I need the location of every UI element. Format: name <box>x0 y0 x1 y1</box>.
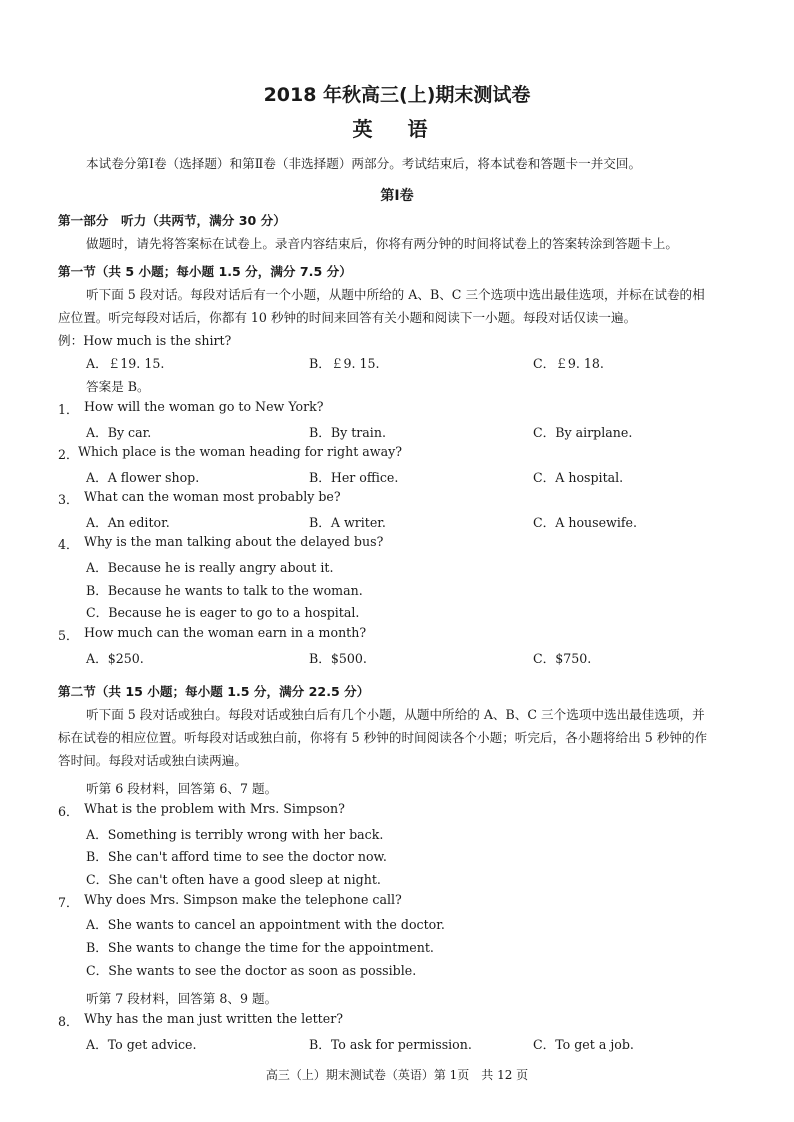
option-c: C．She wants to see the doctor as soon as possible. <box>86 963 417 978</box>
question-number: 7． <box>58 895 79 910</box>
option-a: A．She wants to cancel an appointment with the doctor. <box>86 917 445 932</box>
question-number: 8． <box>58 1014 79 1029</box>
section1-instruction-line2: 应位置。听完每段对话后，你都有 10 秒钟的时间来回答有关小题和阅读下一小题。每段对话仅读一遍。 <box>58 310 637 325</box>
part1-heading: 第一部分 听力（共两节，满分 30 分） <box>58 213 286 228</box>
material-6-note: 听第 6 段材料，回答第 6、7 题。 <box>86 781 278 796</box>
material-7-note: 听第 7 段材料，回答第 8、9 题。 <box>86 991 278 1006</box>
option-b: B．She wants to change the time for the appointment. <box>86 940 434 955</box>
option-a: A．An editor. <box>86 515 170 530</box>
exam-title: 2018 年秋高三(上)期末测试卷 <box>263 84 531 106</box>
example-option-c: C．￡9. 18. <box>533 356 604 371</box>
option-c: C．$750. <box>533 651 592 666</box>
option-b: B．Because he wants to talk to the woman. <box>86 583 363 598</box>
option-a: A．By car. <box>86 425 152 440</box>
option-b: B．She can't afford time to see the doctor now. <box>86 849 387 864</box>
question-number: 1． <box>58 402 79 417</box>
option-a: A．$250. <box>86 651 144 666</box>
intro-text: 本试卷分第Ⅰ卷（选择题）和第Ⅱ卷（非选择题）两部分。考试结束后，将本试卷和答题卡一并交回。 <box>86 156 642 171</box>
example-option-b: B．￡9. 15. <box>309 356 380 371</box>
option-a: A．A flower shop. <box>86 470 200 485</box>
option-c: C．She can't often have a good sleep at night. <box>86 872 381 887</box>
option-c: C．To get a job. <box>533 1037 634 1052</box>
question-number: 5． <box>58 628 79 643</box>
option-a: A．Because he is really angry about it. <box>86 560 334 575</box>
section1-heading: 第一节（共 5 小题；每小题 1.5 分，满分 7.5 分） <box>58 264 352 279</box>
example-question: 例：How much is the shirt? <box>58 333 232 348</box>
question-text: How will the woman go to New York? <box>84 399 324 414</box>
question-text: What is the problem with Mrs. Simpson? <box>84 801 345 816</box>
question-text: Why has the man just written the letter? <box>84 1011 343 1026</box>
option-c: C．By airplane. <box>533 425 633 440</box>
question-number: 3． <box>58 492 79 507</box>
option-b: B．Her office. <box>309 470 399 485</box>
question-text: Why does Mrs. Simpson make the telephone call? <box>84 892 402 907</box>
question-number: 6． <box>58 804 79 819</box>
volume-heading: 第Ⅰ卷 <box>380 188 414 204</box>
section2-heading: 第二节（共 15 小题；每小题 1.5 分，满分 22.5 分） <box>58 684 370 699</box>
option-a: A．Something is terribly wrong with her back. <box>86 827 384 842</box>
option-b: B．$500. <box>309 651 367 666</box>
question-number: 2． <box>58 447 79 462</box>
question-text: What can the woman most probably be? <box>84 489 341 504</box>
option-c: C．A hospital. <box>533 470 624 485</box>
example-answer: 答案是 B。 <box>86 379 150 394</box>
section2-instruction-line3: 答时间。每段对话或独白读两遍。 <box>58 753 247 768</box>
question-text: Which place is the woman heading for right away? <box>78 444 402 459</box>
section2-instruction-line1: 听下面 5 段对话或独白。每段对话或独白后有几个小题，从题中所给的 A、B、C 三个选项中选出最佳选项，并 <box>86 707 705 722</box>
option-c: C．Because he is eager to go to a hospital. <box>86 605 360 620</box>
option-b: B．To ask for permission. <box>309 1037 472 1052</box>
page-footer: 高三（上）期末测试卷（英语）第 1页 共 12 页 <box>265 1068 529 1082</box>
question-number: 4． <box>58 537 79 552</box>
question-text: How much can the woman earn in a month? <box>84 625 367 640</box>
option-c: C．A housewife. <box>533 515 637 530</box>
question-text: Why is the man talking about the delayed bus? <box>84 534 384 549</box>
subject-title: 英 语 <box>352 117 442 141</box>
option-a: A．To get advice. <box>86 1037 197 1052</box>
section2-instruction-line2: 标在试卷的相应位置。听每段对话或独白前，你将有 5 秒钟的时间阅读各个小题；听完后，各小题将给出 5 秒钟的作 <box>58 730 708 745</box>
part1-instruction: 做题时，请先将答案标在试卷上。录音内容结束后，你将有两分钟的时间将试卷上的答案转涂到答题卡上。 <box>86 236 678 251</box>
example-option-a: A．￡19. 15. <box>86 356 165 371</box>
option-b: B．A writer. <box>309 515 386 530</box>
option-b: B．By train. <box>309 425 386 440</box>
section1-instruction-line1: 听下面 5 段对话。每段对话后有一个小题，从题中所给的 A、B、C 三个选项中选出最佳选项，并标在试卷的相 <box>86 287 705 302</box>
